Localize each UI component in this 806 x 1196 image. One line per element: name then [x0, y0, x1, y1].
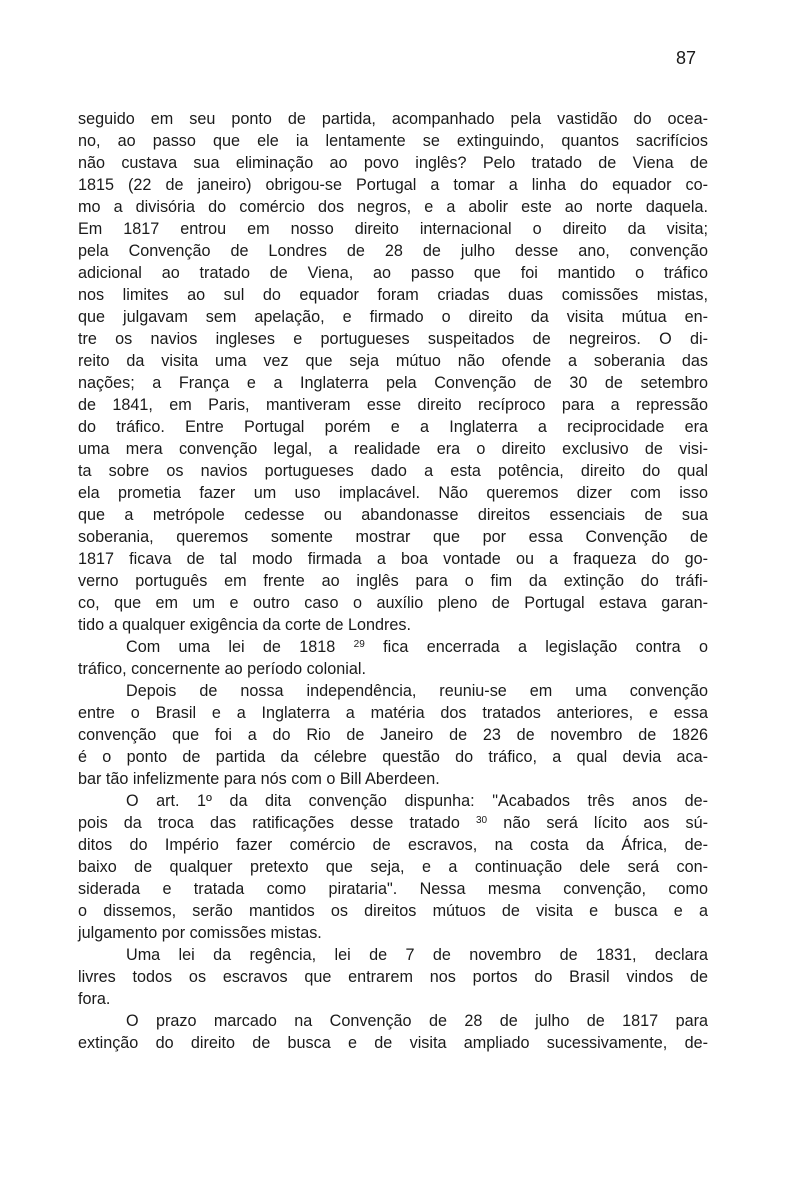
text-line: O art. 1º da dita convenção dispunha: "Acabados três anos de- [126, 792, 708, 810]
text-line: tido a qualquer exigência da corte de Londres. [78, 616, 411, 634]
text-line: baixo de qualquer pretexto que seja, e a continuação dele será con- [78, 858, 708, 876]
paragraph [78, 944, 708, 1010]
text-fragment: fica encerrada a legislação contra o [383, 638, 708, 656]
footnote-marker: 30 [475, 815, 488, 826]
text-line: bar tão infelizmente para nós com o Bill Aberdeen. [78, 770, 440, 788]
text-line: nos limites ao sul do equador foram criadas duas comissões mistas, [78, 286, 708, 304]
text-line: o dissemos, serão mantidos os direitos mútuos de visita e busca e a [78, 902, 708, 920]
text-line: do tráfico. Entre Portugal porém e a Inglaterra a reciprocidade era [78, 418, 708, 436]
text-line: verno português em frente ao inglês para o fim da extinção do tráfi- [78, 572, 708, 590]
text-line: pela Convenção de Londres de 28 de julho desse ano, convenção [78, 242, 708, 260]
text-line: Uma lei da regência, lei de 7 de novembro de 1831, declara [126, 946, 708, 964]
footnote-marker: 29 [353, 639, 365, 650]
text-line: é o ponto de partida da célebre questão do tráfico, a qual devia aca- [78, 748, 708, 766]
paragraph [78, 636, 708, 680]
text-line: mo a divisória do comércio dos negros, e a abolir este ao norte daquela. [78, 198, 708, 216]
text-line: convenção que foi a do Rio de Janeiro de 23 de novembro de 1826 [78, 726, 708, 744]
paragraph [78, 108, 708, 636]
text-line: ditos do Império fazer comércio de escravos, na costa da África, de- [78, 836, 708, 854]
text-line: livres todos os escravos que entrarem nos portos do Brasil vindos de [78, 968, 708, 986]
paragraph [78, 790, 708, 944]
text-fragment: não será lícito aos sú- [503, 814, 709, 832]
text-line: nações; a França e a Inglaterra pela Convenção de 30 de setembro [78, 374, 708, 392]
text-line: no, ao passo que ele ia lentamente se extinguindo, quantos sacrifícios [78, 132, 708, 150]
text-fragment: Com uma lei de 1818 [126, 638, 336, 656]
text-line: adicional ao tratado de Viena, ao passo que foi mantido o tráfico [78, 264, 708, 282]
paragraph [78, 680, 708, 790]
text-line: ta sobre os navios portugueses dado a esta potência, direito do qual [78, 462, 708, 480]
text-line: O prazo marcado na Convenção de 28 de julho de 1817 para [126, 1012, 708, 1030]
text-line: não custava sua eliminação ao povo inglês? Pelo tratado de Viena de [78, 154, 708, 172]
text-line: uma mera convenção legal, a realidade era o direito exclusivo de visi- [78, 440, 708, 458]
text-line: Depois de nossa independência, reuniu-se em uma convenção [126, 682, 708, 700]
text-line: que a metrópole cedesse ou abandonasse direitos essenciais de sua [78, 506, 708, 524]
text-line: co, que em um e outro caso o auxílio pleno de Portugal estava garan- [78, 594, 708, 612]
text-line: soberania, queremos somente mostrar que por essa Convenção de [78, 528, 708, 546]
text-line: 1815 (22 de janeiro) obrigou-se Portugal a tomar a linha do equador co- [78, 176, 708, 194]
text-line: tre os navios ingleses e portugueses suspeitados de negreiros. O di- [78, 330, 708, 348]
text-line: seguido em seu ponto de partida, acompanhado pela vastidão do ocea- [78, 110, 708, 128]
text-line: entre o Brasil e a Inglaterra a matéria dos tratados anteriores, e essa [78, 704, 708, 722]
text-line: que julgavam sem apelação, e firmado o direito da visita mútua en- [78, 308, 708, 326]
text-line [78, 636, 708, 658]
text-line: ela prometia fazer um uso implacável. Não queremos dizer com isso [78, 484, 708, 502]
body-text [78, 108, 708, 1054]
text-fragment: pois da troca das ratificações desse tratado [78, 814, 460, 832]
page-number: 87 [676, 48, 697, 68]
text-line: 1817 ficava de tal modo firmada a boa vontade ou a fraqueza do go- [78, 550, 708, 568]
text-line: de 1841, em Paris, mantiveram esse direito recíproco para a repressão [78, 396, 708, 414]
text-line: julgamento por comissões mistas. [78, 924, 322, 942]
text-line: siderada e tratada como pirataria". Nessa mesma convenção, como [78, 880, 708, 898]
text-line: extinção do direito de busca e de visita ampliado sucessivamente, de- [78, 1034, 708, 1052]
text-line: fora. [78, 990, 111, 1008]
text-line [78, 812, 708, 834]
text-line: reito da visita uma vez que seja mútuo não ofende a soberania das [78, 352, 708, 370]
text-line: Em 1817 entrou em nosso direito internacional o direito da visita; [78, 220, 708, 238]
text-line: tráfico, concernente ao período colonial. [78, 660, 366, 678]
paragraph [78, 1010, 708, 1054]
